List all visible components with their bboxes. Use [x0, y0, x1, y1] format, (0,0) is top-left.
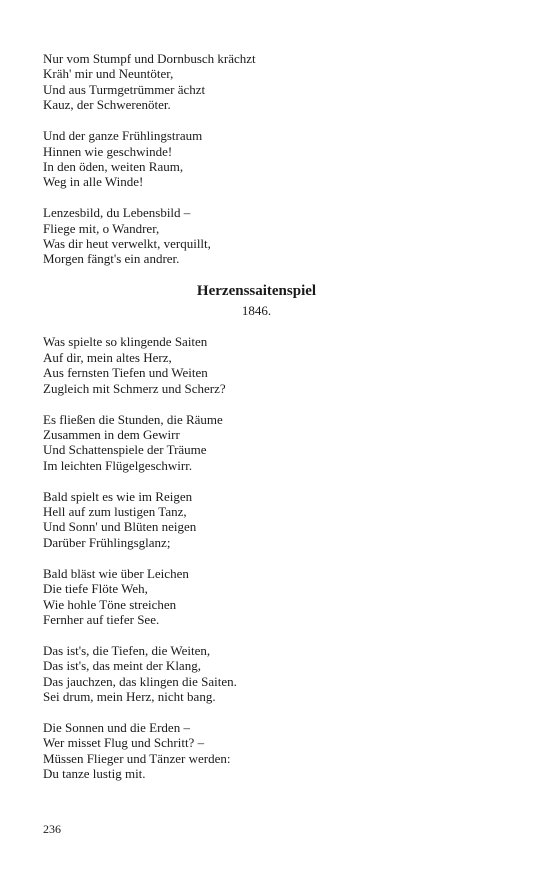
poem-line: Hinnen wie geschwinde! [43, 143, 173, 159]
poem-line: Und Sonn' und Blüten neigen [43, 519, 197, 535]
poem-line: Die tiefe Flöte Weh, [43, 581, 148, 597]
poem-line: Kräh' mir und Neuntöter, [43, 66, 174, 82]
poem-line: Lenzesbild, du Lebensbild – [43, 205, 191, 221]
poem-line: In den öden, weiten Raum, [43, 158, 184, 174]
poem-line: Wie hohle Töne streichen [43, 596, 177, 612]
poem-line: Im leichten Flügelgeschwirr. [43, 457, 193, 473]
poem-line: Die Sonnen und die Erden – [43, 720, 190, 735]
stanza [43, 51, 468, 113]
poem-line: Kauz, der Schwerenöter. [43, 97, 171, 113]
poem-line: Und aus Turmgetrümmer ächzt [43, 81, 206, 97]
poem-line: Fliege mit, o Wandrer, [43, 220, 160, 236]
poem-line: Nur vom Stumpf und Dornbusch krächzt [43, 51, 256, 66]
poem-line: Es fließen die Stunden, die Räume [43, 411, 223, 427]
stanza [43, 643, 468, 705]
poem-line: Du tanze lustig mit. [43, 766, 146, 782]
poem-line: Weg in alle Winde! [43, 174, 144, 190]
page-number: 236 [43, 822, 61, 836]
poem-line: Das ist's, die Tiefen, die Weiten, [43, 642, 211, 658]
poem-line: Müssen Flieger und Tänzer werden: [43, 750, 231, 766]
stanza [43, 720, 468, 782]
poem-line: Hell auf zum lustigen Tanz, [43, 504, 187, 520]
poem-line: Das jauchzen, das klingen die Saiten. [43, 673, 237, 689]
poem-line: Das ist's, das meint der Klang, [43, 658, 201, 674]
stanza [43, 489, 468, 551]
poem-line: Darüber Frühlingsglanz; [43, 534, 171, 550]
poem-line: Aus fernsten Tiefen und Weiten [43, 365, 208, 381]
poem-line: Zugleich mit Schmerz und Scherz? [43, 380, 226, 396]
poem-line: Zusammen in dem Gewirr [43, 426, 180, 442]
poem-line: Was spielte so klingende Saiten [43, 334, 208, 350]
stanza [43, 566, 468, 628]
poem-body [43, 334, 468, 781]
poem-line: Sei drum, mein Herz, nicht bang. [43, 689, 216, 705]
poem-line: Wer misset Flug und Schritt? – [43, 735, 205, 751]
poem-line: Fernher auf tiefer See. [43, 611, 160, 627]
stanza [43, 334, 468, 396]
poem-line: Und Schattenspiele der Träume [43, 442, 207, 458]
poem-title: Herzenssaitenspiel [196, 283, 317, 300]
poem-line: Was dir heut verwelkt, verquillt, [43, 236, 211, 252]
poem-line: Bald spielt es wie im Reigen [43, 488, 193, 504]
stanza [43, 128, 468, 190]
poem-line: Bald bläst wie über Leichen [43, 565, 189, 581]
poem-line: Morgen fängt's ein andrer. [43, 251, 180, 267]
poem-date: 1846. [241, 303, 272, 319]
book-page [43, 51, 468, 797]
stanza [43, 412, 468, 474]
poem-line: Und der ganze Frühlingstraum [43, 128, 203, 144]
continued-poem [43, 51, 468, 267]
poem-line: Auf dir, mein altes Herz, [43, 349, 172, 365]
stanza [43, 205, 468, 267]
